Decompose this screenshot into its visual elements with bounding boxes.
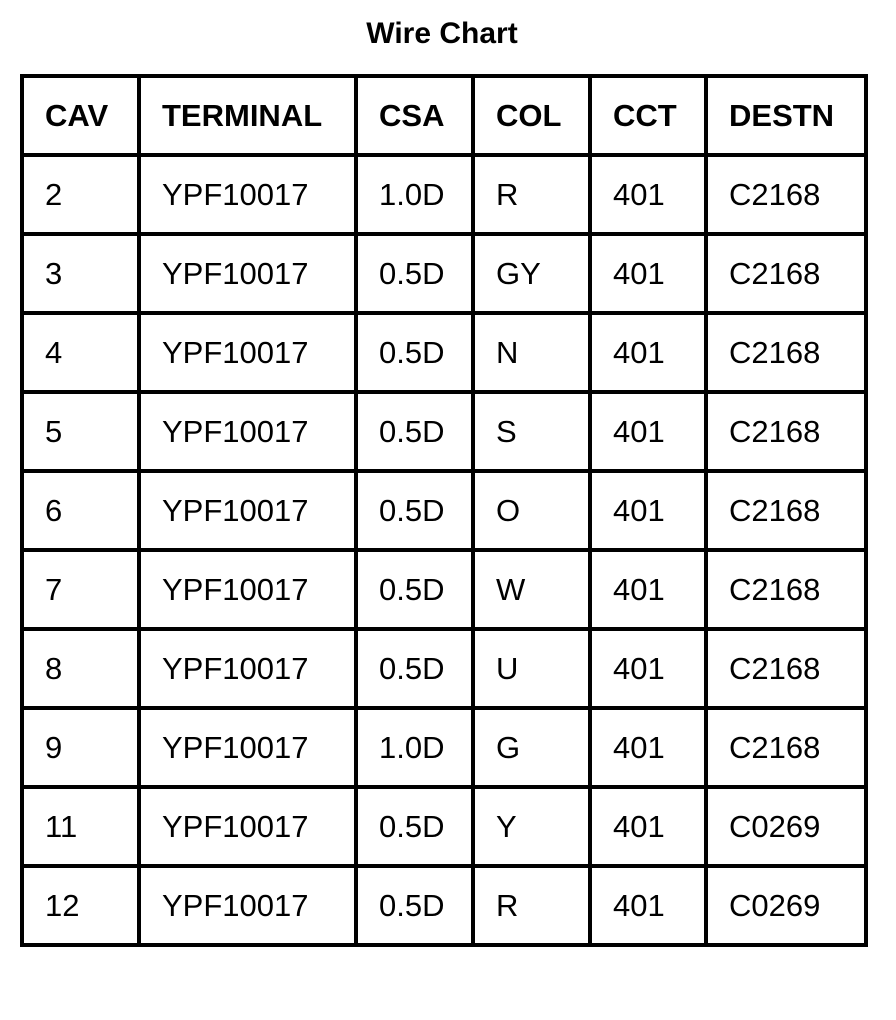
cell-terminal: YPF10017 [139,550,356,629]
cell-col: N [473,313,590,392]
cell-cav: 7 [22,550,139,629]
cell-col: R [473,866,590,945]
table-row [22,313,866,392]
table-row [22,708,866,787]
cell-destn: C2168 [706,155,866,234]
cell-destn: C0269 [706,787,866,866]
cell-col: O [473,471,590,550]
cell-csa: 0.5D [356,234,473,313]
cell-terminal: YPF10017 [139,787,356,866]
cell-col: G [473,708,590,787]
table-row [22,866,866,945]
table-row [22,234,866,313]
cell-col: S [473,392,590,471]
cell-terminal: YPF10017 [139,392,356,471]
cell-cav: 9 [22,708,139,787]
cell-destn: C2168 [706,313,866,392]
cell-terminal: YPF10017 [139,866,356,945]
cell-col: U [473,629,590,708]
cell-csa: 0.5D [356,313,473,392]
cell-col: Y [473,787,590,866]
cell-terminal: YPF10017 [139,313,356,392]
cell-cct: 401 [590,313,706,392]
cell-cav: 6 [22,471,139,550]
cell-terminal: YPF10017 [139,471,356,550]
cell-cav: 3 [22,234,139,313]
cell-destn: C0269 [706,866,866,945]
table-header-row [22,76,866,155]
table-row [22,787,866,866]
header-destn: DESTN [706,76,866,155]
cell-csa: 0.5D [356,629,473,708]
cell-terminal: YPF10017 [139,155,356,234]
cell-csa: 0.5D [356,866,473,945]
cell-csa: 0.5D [356,392,473,471]
cell-terminal: YPF10017 [139,234,356,313]
cell-col: R [473,155,590,234]
cell-terminal: YPF10017 [139,708,356,787]
cell-cav: 11 [22,787,139,866]
table-row [22,155,866,234]
wire-chart-table [20,74,868,947]
cell-cav: 2 [22,155,139,234]
cell-cav: 12 [22,866,139,945]
header-col: COL [473,76,590,155]
cell-col: W [473,550,590,629]
cell-cct: 401 [590,392,706,471]
table-row [22,392,866,471]
cell-destn: C2168 [706,471,866,550]
cell-destn: C2168 [706,392,866,471]
cell-terminal: YPF10017 [139,629,356,708]
cell-cct: 401 [590,155,706,234]
table-body [22,155,866,945]
cell-cct: 401 [590,471,706,550]
cell-destn: C2168 [706,550,866,629]
cell-cct: 401 [590,708,706,787]
cell-csa: 0.5D [356,471,473,550]
cell-cct: 401 [590,550,706,629]
cell-cct: 401 [590,234,706,313]
cell-csa: 0.5D [356,550,473,629]
table-row [22,471,866,550]
cell-cav: 8 [22,629,139,708]
cell-destn: C2168 [706,234,866,313]
cell-csa: 1.0D [356,708,473,787]
cell-cct: 401 [590,629,706,708]
cell-cav: 4 [22,313,139,392]
header-csa: CSA [356,76,473,155]
cell-cav: 5 [22,392,139,471]
cell-col: GY [473,234,590,313]
cell-destn: C2168 [706,708,866,787]
table-row [22,629,866,708]
header-terminal: TERMINAL [139,76,356,155]
cell-csa: 0.5D [356,787,473,866]
table-row [22,550,866,629]
cell-cct: 401 [590,787,706,866]
header-cav: CAV [22,76,139,155]
cell-cct: 401 [590,866,706,945]
chart-title: Wire Chart [366,17,518,50]
header-cct: CCT [590,76,706,155]
cell-destn: C2168 [706,629,866,708]
cell-csa: 1.0D [356,155,473,234]
